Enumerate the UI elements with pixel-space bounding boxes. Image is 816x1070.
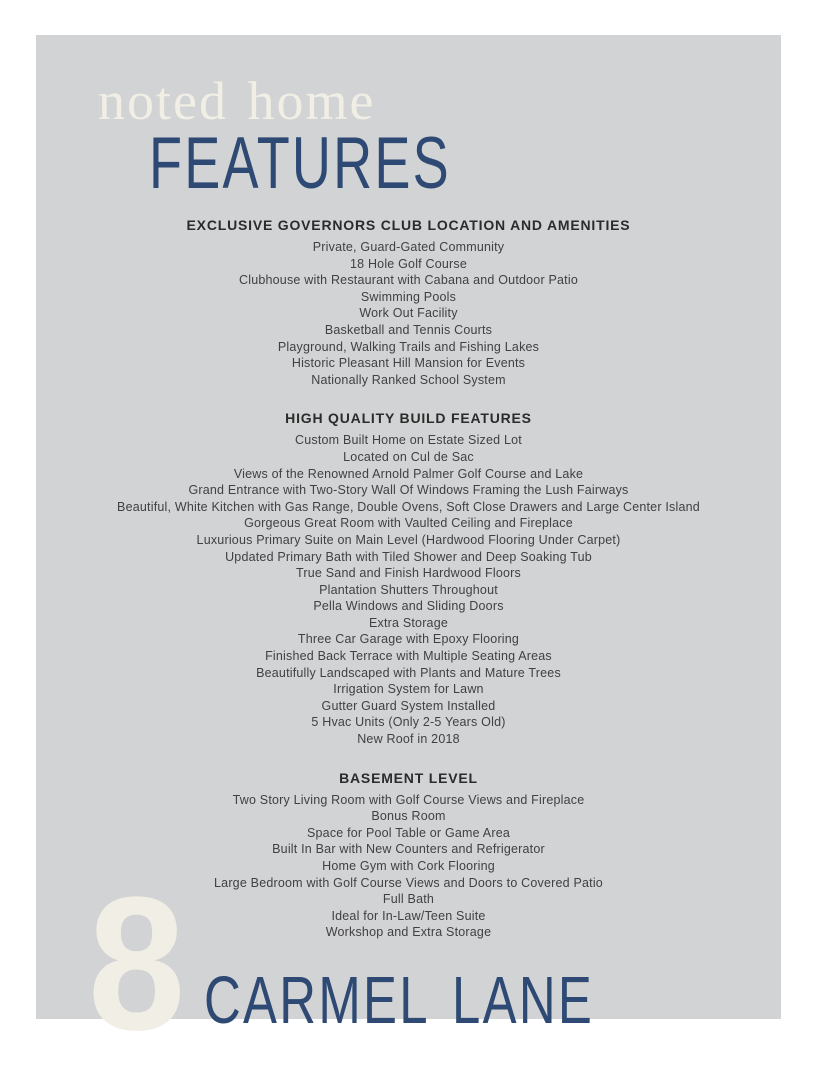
feature-item: Playground, Walking Trails and Fishing Lakes <box>277 339 540 354</box>
section-club-amenities <box>36 217 781 388</box>
feature-item: Finished Back Terrace with Multiple Seating Areas <box>265 649 552 664</box>
feature-item: Luxurious Primary Suite on Main Level (Hardwood Flooring Under Carpet) <box>196 532 621 547</box>
section-items-build-features <box>36 432 781 747</box>
feature-item: Private, Guard-Gated Community <box>312 240 505 254</box>
feature-item: Beautifully Landscaped with Plants and Mature Trees <box>256 665 561 680</box>
page-title: FEATURES <box>149 123 451 204</box>
section-header-club-amenities: EXCLUSIVE GOVERNORS CLUB LOCATION AND AMENITIES <box>186 217 631 233</box>
feature-item: Bonus Room <box>371 809 446 824</box>
house-number: 8 <box>88 858 186 1070</box>
feature-item: Three Car Garage with Epoxy Flooring <box>297 632 520 647</box>
feature-item: Updated Primary Bath with Tiled Shower and Deep Soaking Tub <box>225 549 592 564</box>
feature-item: Irrigation System for Lawn <box>333 682 484 697</box>
feature-item: Basketball and Tennis Courts <box>324 322 493 337</box>
feature-item: Large Bedroom with Golf Course Views and Doors to Covered Patio <box>214 875 603 890</box>
feature-item: Built In Bar with New Counters and Refrigerator <box>272 842 545 857</box>
feature-item: Swimming Pools <box>360 289 457 304</box>
feature-item: True Sand and Finish Hardwood Floors <box>296 566 521 581</box>
feature-item: Clubhouse with Restaurant with Cabana and Outdoor Patio <box>239 273 578 288</box>
section-build-features <box>36 410 781 747</box>
feature-item: Plantation Shutters Throughout <box>319 582 498 597</box>
feature-item: Ideal for In-Law/Teen Suite <box>331 908 486 923</box>
street-name: CARMEL LANE <box>204 963 595 1038</box>
feature-item: Grand Entrance with Two-Story Wall Of Windows Framing the Lush Fairways <box>188 483 629 498</box>
feature-item: Full Bath <box>382 892 435 907</box>
feature-item: Workshop and Extra Storage <box>325 925 492 940</box>
feature-item: New Roof in 2018 <box>357 732 460 747</box>
feature-item: Nationally Ranked School System <box>311 372 506 387</box>
feature-item: Views of the Renowned Arnold Palmer Golf Course and Lake <box>233 466 584 481</box>
feature-item: Two Story Living Room with Golf Course Views and Fireplace <box>232 792 585 807</box>
section-header-basement-level: BASEMENT LEVEL <box>339 769 478 786</box>
feature-item: 18 Hole Golf Course <box>349 256 468 271</box>
feature-item: Extra Storage <box>368 615 449 630</box>
gray-panel <box>36 35 781 1070</box>
feature-item: Work Out Facility <box>359 306 458 321</box>
feature-item: Located on Cul de Sac <box>343 449 474 464</box>
section-items-club-amenities <box>36 239 781 388</box>
feature-item: Space for Pool Table or Game Area <box>306 825 510 840</box>
brand-name: noted home <box>98 71 376 131</box>
feature-item: Historic Pleasant Hill Mansion for Events <box>291 356 526 371</box>
feature-item: Gutter Guard System Installed <box>321 698 496 713</box>
feature-item: Gorgeous Great Room with Vaulted Ceiling and Fireplace <box>244 516 573 531</box>
feature-item: Home Gym with Cork Flooring <box>322 859 495 873</box>
features-list <box>36 217 781 963</box>
section-header-build-features: HIGH QUALITY BUILD FEATURES <box>285 410 532 427</box>
feature-item: Pella Windows and Sliding Doors <box>313 599 504 614</box>
feature-item: Beautiful, White Kitchen with Gas Range, Double Ovens, Soft Close Drawers and Large Center Island <box>117 499 700 514</box>
feature-item: Custom Built Home on Estate Sized Lot <box>295 433 522 448</box>
feature-item: 5 Hvac Units (Only 2-5 Years Old) <box>311 715 506 730</box>
